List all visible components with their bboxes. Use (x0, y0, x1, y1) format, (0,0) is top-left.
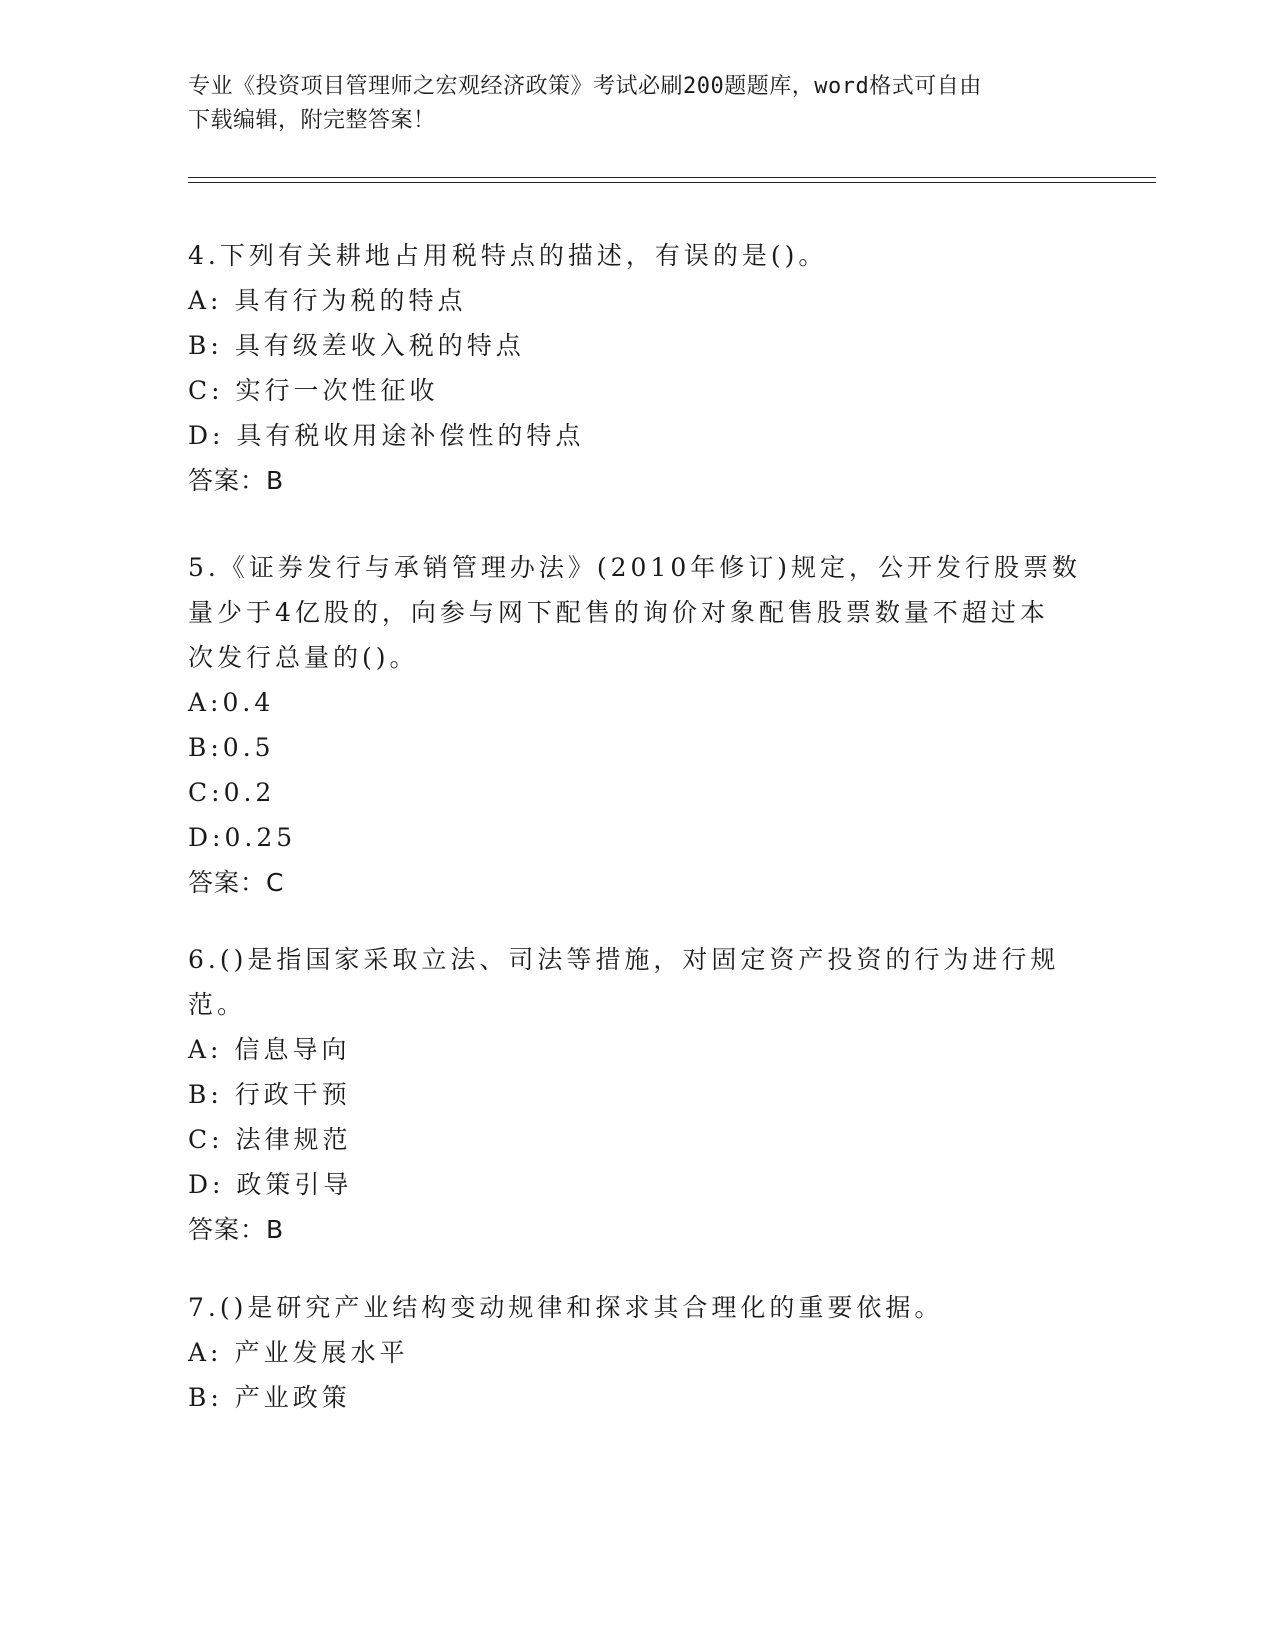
question-stem-line-3: 次发行总量的()。 (188, 643, 419, 672)
option-d (188, 1162, 1088, 1207)
answer: 答案：B (188, 1215, 285, 1244)
question-stem-line-1: 5.《证券发行与承销管理办法》(2010年修订)规定，公开发行股票数 (188, 553, 1081, 582)
header-divider-top (188, 177, 1156, 178)
option-text: 信息导向 (234, 1035, 351, 1064)
option-text: 0.2 (223, 778, 276, 807)
option-a (188, 1027, 1088, 1072)
option-text: 具有行为税的特点 (234, 286, 467, 315)
option-key: B: (188, 1080, 223, 1109)
question-5 (188, 545, 1088, 905)
option-key: A: (188, 688, 223, 717)
option-text: 法律规范 (235, 1125, 352, 1154)
option-text: 0.5 (222, 733, 275, 762)
option-text: 产业发展水平 (234, 1338, 409, 1367)
option-b (188, 725, 1088, 770)
option-text: 具有税收用途补偿性的特点 (236, 421, 585, 450)
option-a (188, 680, 1088, 725)
header-divider-bottom (188, 182, 1156, 183)
option-text: 0.25 (224, 823, 297, 852)
option-text: 具有级差收入税的特点 (234, 331, 525, 360)
answer: 答案：C (188, 868, 285, 897)
option-text: 0.4 (222, 688, 275, 717)
option-text: 实行一次性征收 (235, 376, 439, 405)
option-key: D: (188, 823, 225, 852)
option-key: B: (188, 331, 223, 360)
question-stem-line-2: 量少于4亿股的，向参与网下配售的询价对象配售股票数量不超过本 (188, 598, 1049, 627)
option-b (188, 323, 1088, 368)
option-text: 行政干预 (234, 1080, 351, 1109)
question-stem-line-1: 6.()是指国家采取立法、司法等措施，对固定资产投资的行为进行规 (188, 945, 1060, 974)
header-line-1: 专业《投资项目管理师之宏观经济政策》考试必刷200题题库，word格式可自由 (188, 74, 982, 99)
option-key: B: (188, 733, 223, 762)
option-key: B: (188, 1383, 223, 1412)
document-header (188, 70, 1078, 138)
option-d (188, 815, 1088, 860)
option-b (188, 1375, 1088, 1420)
option-key: D: (188, 1170, 225, 1199)
question-7 (188, 1285, 1088, 1420)
option-a (188, 278, 1088, 323)
option-key: C: (188, 778, 224, 807)
option-d (188, 413, 1088, 458)
option-c (188, 770, 1088, 815)
question-stem: 4.下列有关耕地占用税特点的描述，有误的是()。 (188, 241, 828, 270)
header-line-2: 下载编辑，附完整答案！ (188, 108, 436, 133)
option-a (188, 1330, 1088, 1375)
question-stem-line-2: 范。 (188, 990, 247, 1019)
option-key: A: (188, 1338, 223, 1367)
option-text: 政策引导 (236, 1170, 353, 1199)
option-c (188, 368, 1088, 413)
option-key: C: (188, 376, 224, 405)
answer: 答案：B (188, 466, 285, 495)
option-key: D: (188, 421, 225, 450)
option-b (188, 1072, 1088, 1117)
question-6 (188, 937, 1088, 1252)
option-key: A: (188, 286, 223, 315)
question-stem: 7.()是研究产业结构变动规律和探求其合理化的重要依据。 (188, 1293, 944, 1322)
option-text: 产业政策 (234, 1383, 351, 1412)
option-c (188, 1117, 1088, 1162)
question-4 (188, 233, 1088, 503)
option-key: C: (188, 1125, 224, 1154)
option-key: A: (188, 1035, 223, 1064)
